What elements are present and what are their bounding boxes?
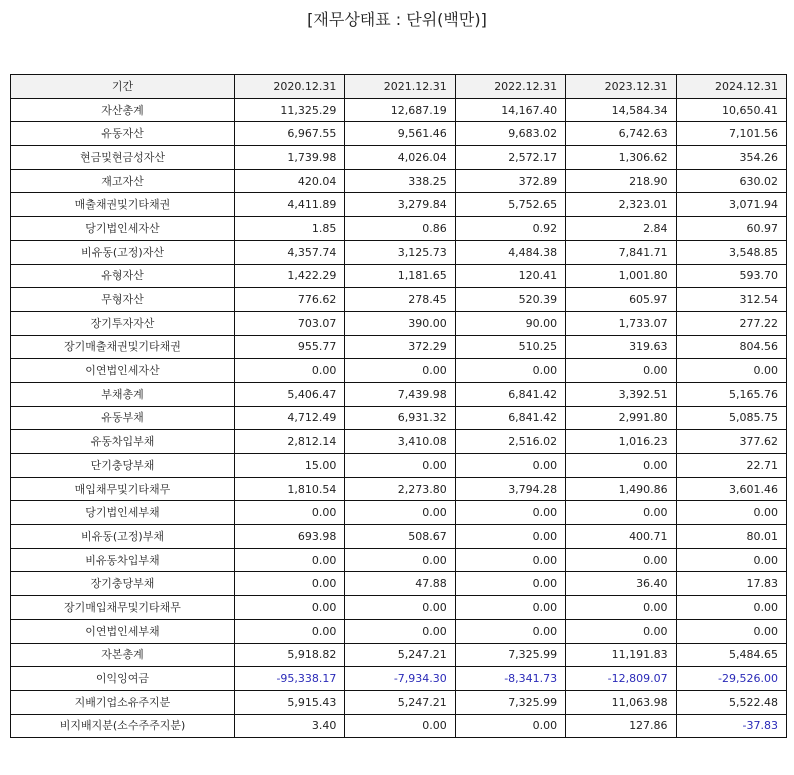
value-cell: 372.29	[345, 335, 455, 359]
value-cell: 0.00	[455, 548, 565, 572]
row-label: 자산총계	[11, 98, 235, 122]
row-label: 이연법인세부채	[11, 619, 235, 643]
value-cell: -7,934.30	[345, 667, 455, 691]
value-cell: 5,918.82	[235, 643, 345, 667]
value-cell: 605.97	[566, 288, 676, 312]
table-row	[11, 98, 787, 122]
value-cell: 5,752.65	[455, 193, 565, 217]
value-cell: 5,522.48	[676, 690, 786, 714]
row-label: 당기법인세자산	[11, 217, 235, 241]
value-cell: 5,247.21	[345, 690, 455, 714]
value-cell: -8,341.73	[455, 667, 565, 691]
table-row	[11, 714, 787, 738]
table-row	[11, 264, 787, 288]
value-cell: 22.71	[676, 454, 786, 478]
value-cell: 703.07	[235, 311, 345, 335]
balance-sheet-table	[10, 74, 787, 738]
row-label: 장기매입채무및기타채무	[11, 596, 235, 620]
value-cell: 7,841.71	[566, 240, 676, 264]
value-cell: 2,516.02	[455, 430, 565, 454]
row-label: 현금및현금성자산	[11, 146, 235, 170]
value-cell: 17.83	[676, 572, 786, 596]
value-cell: 510.25	[455, 335, 565, 359]
value-cell: 776.62	[235, 288, 345, 312]
value-cell: 0.00	[455, 572, 565, 596]
value-cell: 0.00	[455, 596, 565, 620]
table-row	[11, 169, 787, 193]
value-cell: 0.00	[455, 619, 565, 643]
row-label: 이연법인세자산	[11, 359, 235, 383]
value-cell: 0.00	[676, 548, 786, 572]
value-cell: 47.88	[345, 572, 455, 596]
value-cell: 1,016.23	[566, 430, 676, 454]
row-label: 자본총계	[11, 643, 235, 667]
value-cell: 11,325.29	[235, 98, 345, 122]
row-label: 유동자산	[11, 122, 235, 146]
value-cell: 12,687.19	[345, 98, 455, 122]
value-cell: 127.86	[566, 714, 676, 738]
row-label: 지배기업소유주지분	[11, 690, 235, 714]
value-cell: 0.00	[235, 572, 345, 596]
value-cell: 955.77	[235, 335, 345, 359]
value-cell: 36.40	[566, 572, 676, 596]
value-cell: 377.62	[676, 430, 786, 454]
year-header: 2023.12.31	[566, 75, 676, 99]
value-cell: 0.00	[676, 501, 786, 525]
value-cell: 338.25	[345, 169, 455, 193]
table-row	[11, 311, 787, 335]
table-body	[11, 98, 787, 738]
row-label: 비지배지분(소수주주지분)	[11, 714, 235, 738]
value-cell: 9,561.46	[345, 122, 455, 146]
value-cell: 2,572.17	[455, 146, 565, 170]
value-cell: 630.02	[676, 169, 786, 193]
value-cell: 5,165.76	[676, 382, 786, 406]
value-cell: 3,071.94	[676, 193, 786, 217]
table-row	[11, 240, 787, 264]
value-cell: 0.00	[566, 548, 676, 572]
value-cell: 6,841.42	[455, 406, 565, 430]
row-label: 매입채무및기타채무	[11, 477, 235, 501]
value-cell: -12,809.07	[566, 667, 676, 691]
row-label: 비유동차입부채	[11, 548, 235, 572]
year-header: 2022.12.31	[455, 75, 565, 99]
table-row	[11, 572, 787, 596]
value-cell: 7,325.99	[455, 643, 565, 667]
value-cell: 3,794.28	[455, 477, 565, 501]
value-cell: 0.00	[455, 359, 565, 383]
value-cell: 1,422.29	[235, 264, 345, 288]
value-cell: 0.00	[235, 359, 345, 383]
value-cell: 312.54	[676, 288, 786, 312]
value-cell: 80.01	[676, 525, 786, 549]
value-cell: 0.00	[235, 548, 345, 572]
table-row	[11, 217, 787, 241]
value-cell: 1,733.07	[566, 311, 676, 335]
value-cell: 1,810.54	[235, 477, 345, 501]
row-label: 재고자산	[11, 169, 235, 193]
value-cell: 7,101.56	[676, 122, 786, 146]
value-cell: 218.90	[566, 169, 676, 193]
table-row	[11, 193, 787, 217]
value-cell: 372.89	[455, 169, 565, 193]
value-cell: 593.70	[676, 264, 786, 288]
value-cell: 6,742.63	[566, 122, 676, 146]
value-cell: 3,392.51	[566, 382, 676, 406]
value-cell: 6,931.32	[345, 406, 455, 430]
value-cell: 3,125.73	[345, 240, 455, 264]
value-cell: 0.00	[455, 454, 565, 478]
table-row	[11, 146, 787, 170]
value-cell: 15.00	[235, 454, 345, 478]
value-cell: 7,439.98	[345, 382, 455, 406]
year-header: 2020.12.31	[235, 75, 345, 99]
value-cell: 90.00	[455, 311, 565, 335]
value-cell: 0.00	[566, 454, 676, 478]
table-row	[11, 525, 787, 549]
value-cell: 804.56	[676, 335, 786, 359]
value-cell: 520.39	[455, 288, 565, 312]
value-cell: 10,650.41	[676, 98, 786, 122]
row-label: 비유동(고정)부채	[11, 525, 235, 549]
value-cell: 0.00	[345, 454, 455, 478]
value-cell: 6,841.42	[455, 382, 565, 406]
value-cell: 3,279.84	[345, 193, 455, 217]
table-row	[11, 548, 787, 572]
value-cell: 1,490.86	[566, 477, 676, 501]
table-row	[11, 382, 787, 406]
value-cell: 4,411.89	[235, 193, 345, 217]
value-cell: 0.00	[566, 359, 676, 383]
value-cell: 319.63	[566, 335, 676, 359]
value-cell: 5,915.43	[235, 690, 345, 714]
value-cell: 0.00	[566, 501, 676, 525]
value-cell: 3,601.46	[676, 477, 786, 501]
row-label: 단기충당부채	[11, 454, 235, 478]
value-cell: 14,167.40	[455, 98, 565, 122]
value-cell: 0.00	[235, 619, 345, 643]
row-label: 매출채권및기타채권	[11, 193, 235, 217]
row-label: 장기충당부채	[11, 572, 235, 596]
value-cell: 354.26	[676, 146, 786, 170]
value-cell: 0.00	[455, 501, 565, 525]
value-cell: 4,484.38	[455, 240, 565, 264]
table-row	[11, 406, 787, 430]
table-row	[11, 667, 787, 691]
value-cell: 0.00	[676, 359, 786, 383]
value-cell: 1,181.65	[345, 264, 455, 288]
value-cell: 278.45	[345, 288, 455, 312]
value-cell: 5,484.65	[676, 643, 786, 667]
value-cell: 420.04	[235, 169, 345, 193]
value-cell: 4,357.74	[235, 240, 345, 264]
value-cell: 508.67	[345, 525, 455, 549]
value-cell: 3,410.08	[345, 430, 455, 454]
value-cell: 0.00	[235, 501, 345, 525]
value-cell: 0.00	[345, 501, 455, 525]
table-header-row	[11, 75, 787, 99]
value-cell: 5,247.21	[345, 643, 455, 667]
value-cell: 3,548.85	[676, 240, 786, 264]
value-cell: 6,967.55	[235, 122, 345, 146]
value-cell: 0.00	[345, 714, 455, 738]
value-cell: 5,406.47	[235, 382, 345, 406]
row-label: 유동부채	[11, 406, 235, 430]
value-cell: 693.98	[235, 525, 345, 549]
value-cell: 0.00	[345, 619, 455, 643]
table-row	[11, 430, 787, 454]
value-cell: -29,526.00	[676, 667, 786, 691]
row-label: 무형자산	[11, 288, 235, 312]
value-cell: 0.92	[455, 217, 565, 241]
value-cell: 11,191.83	[566, 643, 676, 667]
value-cell: 4,712.49	[235, 406, 345, 430]
period-header: 기간	[11, 75, 235, 99]
table-row	[11, 477, 787, 501]
value-cell: 7,325.99	[455, 690, 565, 714]
value-cell: 2.84	[566, 217, 676, 241]
value-cell: -95,338.17	[235, 667, 345, 691]
table-row	[11, 596, 787, 620]
row-label: 장기투자자산	[11, 311, 235, 335]
value-cell: 3.40	[235, 714, 345, 738]
value-cell: 0.00	[676, 619, 786, 643]
table-row	[11, 690, 787, 714]
value-cell: 11,063.98	[566, 690, 676, 714]
row-label: 부채총계	[11, 382, 235, 406]
row-label: 이익잉여금	[11, 667, 235, 691]
value-cell: 0.00	[676, 596, 786, 620]
value-cell: 1,739.98	[235, 146, 345, 170]
table-row	[11, 643, 787, 667]
value-cell: 1,306.62	[566, 146, 676, 170]
value-cell: 5,085.75	[676, 406, 786, 430]
value-cell: 1,001.80	[566, 264, 676, 288]
value-cell: 2,273.80	[345, 477, 455, 501]
row-label: 당기법인세부채	[11, 501, 235, 525]
value-cell: 0.86	[345, 217, 455, 241]
value-cell: 0.00	[455, 525, 565, 549]
table-row	[11, 288, 787, 312]
value-cell: 1.85	[235, 217, 345, 241]
value-cell: 0.00	[455, 714, 565, 738]
value-cell: 120.41	[455, 264, 565, 288]
table-row	[11, 501, 787, 525]
table-row	[11, 359, 787, 383]
value-cell: 60.97	[676, 217, 786, 241]
value-cell: 390.00	[345, 311, 455, 335]
table-row	[11, 122, 787, 146]
year-header: 2021.12.31	[345, 75, 455, 99]
row-label: 비유동(고정)자산	[11, 240, 235, 264]
value-cell: 2,812.14	[235, 430, 345, 454]
year-header: 2024.12.31	[676, 75, 786, 99]
value-cell: 400.71	[566, 525, 676, 549]
page-title: [재무상태표 : 단위(백만)]	[307, 10, 487, 29]
table-row	[11, 454, 787, 478]
value-cell: 277.22	[676, 311, 786, 335]
row-label: 유형자산	[11, 264, 235, 288]
value-cell: 0.00	[566, 619, 676, 643]
value-cell: 0.00	[566, 596, 676, 620]
value-cell: 0.00	[345, 359, 455, 383]
value-cell: 9,683.02	[455, 122, 565, 146]
table-row	[11, 335, 787, 359]
value-cell: 14,584.34	[566, 98, 676, 122]
row-label: 유동차입부채	[11, 430, 235, 454]
row-label: 장기매출채권및기타채권	[11, 335, 235, 359]
value-cell: 0.00	[345, 596, 455, 620]
table-row	[11, 619, 787, 643]
value-cell: 0.00	[235, 596, 345, 620]
value-cell: -37.83	[676, 714, 786, 738]
value-cell: 0.00	[345, 548, 455, 572]
value-cell: 4,026.04	[345, 146, 455, 170]
value-cell: 2,323.01	[566, 193, 676, 217]
value-cell: 2,991.80	[566, 406, 676, 430]
